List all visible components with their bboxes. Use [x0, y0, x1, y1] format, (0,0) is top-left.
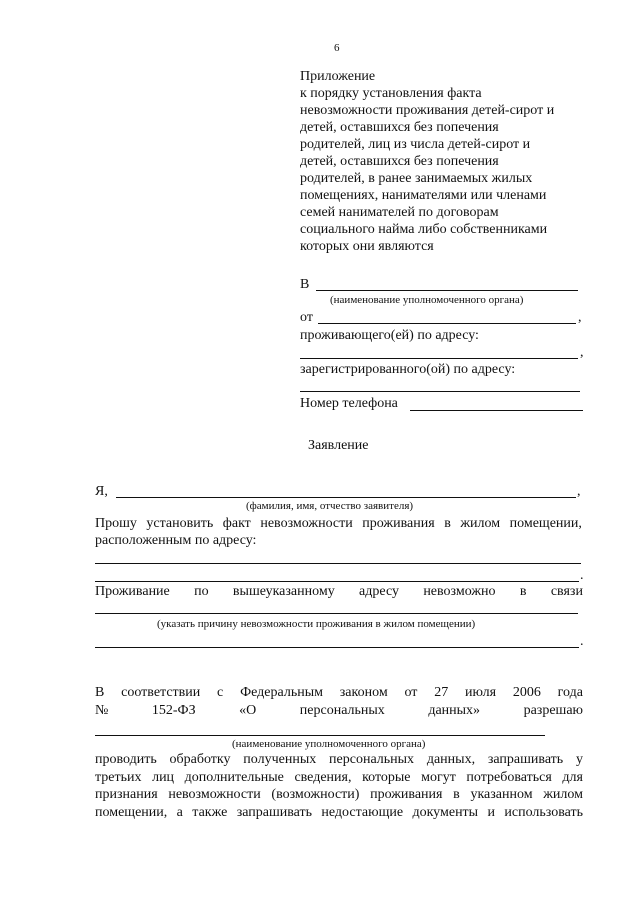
- word: персональных: [329, 752, 415, 767]
- word: с: [217, 685, 224, 700]
- comma: ,: [577, 484, 581, 499]
- period: .: [580, 634, 584, 649]
- reason-field-line[interactable]: [95, 613, 578, 614]
- consent-line-6: [95, 805, 583, 821]
- word: а: [176, 805, 183, 820]
- word: признания: [95, 787, 158, 802]
- comma: ,: [578, 310, 582, 325]
- from-field-line[interactable]: [318, 323, 576, 324]
- address-line-1[interactable]: [95, 563, 581, 564]
- appendix-line: помещениях, нанимателями или членами: [300, 188, 547, 203]
- appendix-line: к порядку установления факта: [300, 86, 482, 101]
- word: невозможности: [168, 787, 261, 802]
- word: сведения,: [294, 770, 352, 785]
- word: жилом: [543, 787, 583, 802]
- word: запрашивать: [487, 752, 564, 767]
- consent-line-1: [95, 685, 583, 701]
- appendix-line: детей, оставшихся без попечения: [300, 120, 499, 135]
- consent-line-5: [95, 787, 583, 803]
- word: Федеральным: [240, 685, 323, 700]
- word: в: [444, 516, 451, 531]
- word: В: [95, 685, 105, 700]
- word: данных,: [426, 752, 476, 767]
- word: «О: [239, 703, 257, 718]
- reason-line: [95, 584, 583, 600]
- word: проводить: [95, 752, 157, 767]
- appendix-line: детей, оставшихся без попечения: [300, 154, 499, 169]
- word: Проживание: [95, 584, 170, 599]
- word: по: [194, 584, 209, 599]
- word: в: [453, 787, 460, 802]
- word: адресу: [359, 584, 399, 599]
- word: дополнительные: [184, 770, 284, 785]
- comma: ,: [580, 345, 584, 360]
- residing-label: проживающего(ей) по адресу:: [300, 328, 479, 343]
- word: которые: [362, 770, 411, 785]
- word: от: [404, 685, 418, 700]
- word: запрашивать: [236, 805, 313, 820]
- period: .: [580, 568, 584, 583]
- registered-address-line[interactable]: [300, 391, 580, 392]
- word: обработку: [169, 752, 231, 767]
- word: проживания: [362, 516, 435, 531]
- registered-label: зарегистрированного(ой) по адресу:: [300, 362, 516, 377]
- request-line-1: [95, 516, 582, 532]
- word: данных»: [428, 703, 481, 718]
- word: 2006: [512, 685, 541, 700]
- word: года: [557, 685, 583, 700]
- word: также: [192, 805, 228, 820]
- word: 152-ФЗ: [151, 703, 196, 718]
- appendix-line: родителей, в ранее занимаемых жилых: [300, 171, 533, 186]
- to-label: В: [300, 277, 310, 292]
- word: вышеуказанному: [232, 584, 335, 599]
- applicant-caption: (фамилия, имя, отчество заявителя): [246, 500, 414, 512]
- word: лиц: [152, 770, 175, 785]
- word: недостающие: [321, 805, 404, 820]
- word: Прошу: [95, 516, 137, 531]
- appendix-line: которых они являются: [300, 239, 434, 254]
- word: законом: [339, 685, 388, 700]
- consent-line-2: [95, 703, 583, 719]
- word: указанном: [470, 787, 533, 802]
- word: документы: [412, 805, 479, 820]
- word: персональных: [299, 703, 385, 718]
- phone-field-line[interactable]: [410, 410, 583, 411]
- appendix-header: [300, 68, 590, 255]
- applicant-name-line[interactable]: [116, 497, 576, 498]
- word: (возможности): [271, 787, 360, 802]
- from-label: от: [300, 310, 313, 325]
- word: и: [487, 805, 495, 820]
- request-line-2: расположенным по адресу:: [95, 533, 257, 548]
- address-line-2[interactable]: [95, 581, 579, 582]
- to-field-line[interactable]: [316, 290, 578, 291]
- authority-caption: (наименование уполномоченного органа): [232, 738, 426, 750]
- word: для: [562, 770, 583, 785]
- word: потребоваться: [466, 770, 552, 785]
- word: июля: [465, 685, 497, 700]
- word: использовать: [504, 805, 583, 820]
- word: полученных: [243, 752, 317, 767]
- residing-address-line[interactable]: [300, 358, 578, 359]
- word: установить: [146, 516, 214, 531]
- statement-title: Заявление: [308, 438, 369, 453]
- consent-line-3: [95, 752, 583, 768]
- word: связи: [550, 584, 583, 599]
- reason-field-line-2[interactable]: [95, 647, 579, 648]
- applicant-prefix: Я,: [95, 484, 108, 499]
- appendix-line: родителей, лиц из числа детей-сирот и: [300, 137, 531, 152]
- appendix-title: Приложение: [300, 69, 376, 84]
- word: помещении,: [95, 805, 168, 820]
- word: могут: [421, 770, 456, 785]
- word: проживания: [370, 787, 443, 802]
- word: соответствии: [121, 685, 201, 700]
- phone-label: Номер телефона: [300, 396, 398, 411]
- to-caption: (наименование уполномоченного органа): [330, 294, 524, 306]
- appendix-line: семей нанимателей по договорам: [300, 205, 499, 220]
- word: №: [95, 703, 109, 718]
- appendix-line: социального найма либо собственниками: [300, 222, 548, 237]
- word: разрешаю: [523, 703, 583, 718]
- authority-field-line[interactable]: [95, 735, 545, 736]
- word: третьих: [95, 770, 142, 785]
- word: в: [519, 584, 527, 599]
- word: невозможности: [260, 516, 353, 531]
- reason-caption: (указать причину невозможности проживания в жилом помещении): [157, 618, 476, 630]
- page-number: 6: [334, 42, 340, 54]
- word: 27: [434, 685, 449, 700]
- word: помещении,: [509, 516, 582, 531]
- word: невозможно: [423, 584, 496, 599]
- word: у: [575, 752, 583, 767]
- consent-line-4: [95, 770, 583, 786]
- word: жилом: [460, 516, 501, 531]
- appendix-line: невозможности проживания детей-сирот и: [300, 103, 555, 118]
- word: факт: [222, 516, 251, 531]
